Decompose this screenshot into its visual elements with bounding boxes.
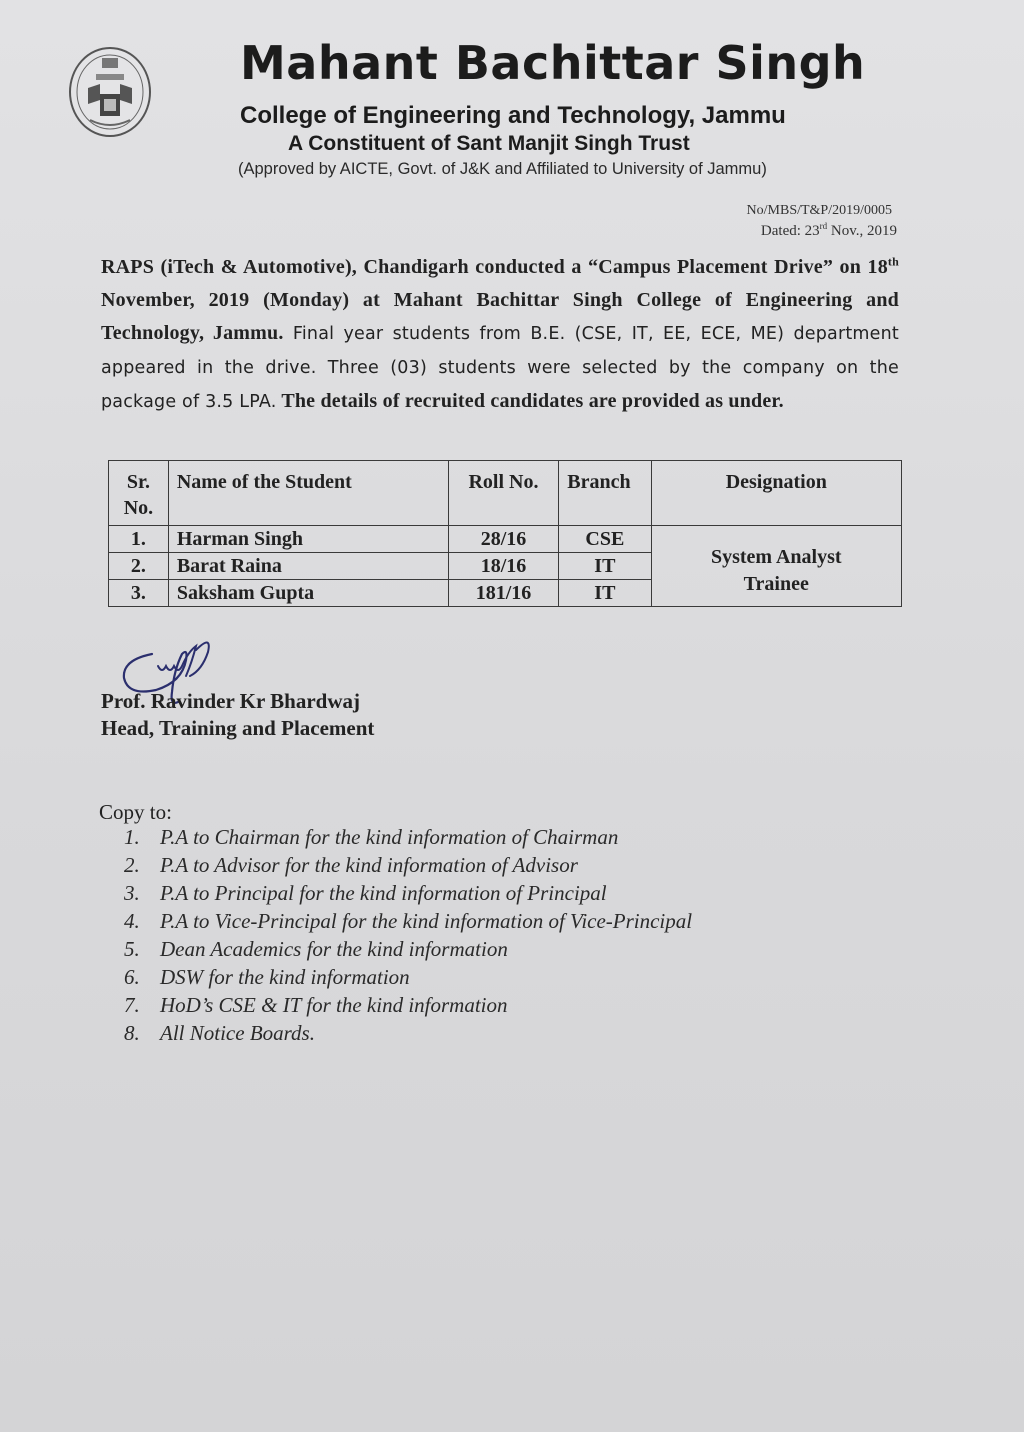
notice-body: RAPS (iTech & Automotive), Chandigarh conducted a “Campus Placement Drive” on 18th November, 2019 (Monday) at Mahant Bachittar Singh College of Engineering and Technology, Jammu. Final year students from B.E. (CSE, IT, EE, ECE, ME) department appeared in the drive. Three (03) students were selected by the company on the package of 3.5 LPA. The details of recruited candidates are provided as under.	[101, 254, 899, 412]
list-item: 3. P.A to Principal for the kind information of Principal	[124, 881, 607, 905]
recruits-table	[108, 460, 902, 607]
copy-to-list	[124, 823, 824, 1047]
cell-sr: 1.	[109, 526, 169, 553]
cell-roll: 28/16	[448, 526, 559, 553]
college-name: College of Engineering and Technology, Jammu	[240, 102, 786, 129]
trust-line: A Constituent of Sant Manjit Singh Trust	[288, 132, 690, 155]
cell-branch: IT	[559, 580, 651, 607]
college-crest-icon	[66, 44, 154, 140]
reference-number: No/MBS/T&P/2019/0005	[746, 203, 892, 218]
cell-designation: System Analyst Trainee	[651, 526, 902, 607]
header-name: Name of the Student	[168, 461, 448, 526]
list-item: 5. Dean Academics for the kind information	[124, 937, 508, 961]
table-row	[109, 526, 902, 553]
cell-roll: 18/16	[448, 553, 559, 580]
list-item: 7. HoD’s CSE & IT for the kind information	[124, 993, 508, 1017]
list-item: 4. P.A to Vice-Principal for the kind information of Vice-Principal	[124, 909, 693, 933]
cell-sr: 2.	[109, 553, 169, 580]
list-item: 1. P.A to Chairman for the kind information of Chairman	[124, 825, 619, 849]
list-item: 6. DSW for the kind information	[124, 965, 410, 989]
cell-branch: IT	[559, 553, 651, 580]
signatory-title: Head, Training and Placement	[101, 716, 375, 740]
header-sr: Sr. No.	[109, 461, 169, 526]
header-branch: Branch	[559, 461, 651, 526]
cell-roll: 181/16	[448, 580, 559, 607]
cell-sr: 3.	[109, 580, 169, 607]
cell-branch: CSE	[559, 526, 651, 553]
cell-name: Harman Singh	[168, 526, 448, 553]
header-designation: Designation	[651, 461, 902, 526]
list-item: 8. All Notice Boards.	[124, 1021, 315, 1045]
institution-name: Mahant Bachittar Singh	[240, 36, 866, 90]
reference-date: Dated: 23rd Nov., 2019	[760, 221, 897, 239]
table-header-row	[109, 461, 902, 526]
approval-line: (Approved by AICTE, Govt. of J&K and Affiliated to University of Jammu)	[238, 160, 767, 178]
cell-name: Saksham Gupta	[168, 580, 448, 607]
cell-name: Barat Raina	[168, 553, 448, 580]
signatory-name: Prof. Ravinder Kr Bhardwaj	[101, 689, 361, 713]
header-roll: Roll No.	[448, 461, 559, 526]
list-item: 2. P.A to Advisor for the kind information of Advisor	[124, 853, 578, 877]
copy-to-heading: Copy to:	[99, 800, 172, 824]
